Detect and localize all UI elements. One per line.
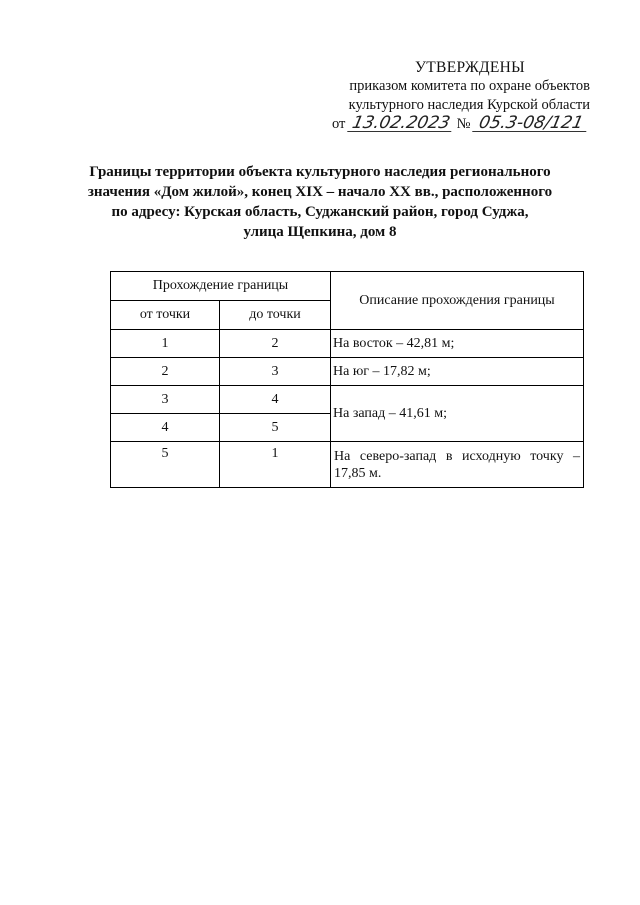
header-from: от точки — [111, 301, 220, 330]
approval-title: УТВЕРЖДЕНЫ — [415, 59, 525, 76]
cell-from: 1 — [111, 330, 220, 358]
boundary-table — [110, 271, 584, 488]
header-group: Прохождение границы — [111, 272, 331, 301]
cell-desc: На восток – 42,81 м; — [331, 330, 584, 358]
table-row — [111, 358, 584, 386]
cell-to: 1 — [220, 442, 331, 488]
cell-to: 3 — [220, 358, 331, 386]
cell-to: 4 — [220, 386, 331, 414]
cell-to: 2 — [220, 330, 331, 358]
heading-line-4: улица Щепкина, дом 8 — [243, 224, 397, 240]
heading-line-1: Границы территории объекта культурного наследия регионального — [89, 164, 551, 180]
approval-block — [300, 58, 600, 134]
document-heading — [60, 162, 580, 242]
table-row — [111, 442, 584, 488]
order-date: 13.02.2023 — [347, 115, 455, 132]
cell-desc: На запад – 41,61 м; — [331, 386, 584, 442]
cell-from: 5 — [111, 442, 220, 488]
heading-line-2: значения «Дом жилой», конец XIX – начало XX вв., расположенного — [87, 184, 553, 200]
cell-desc: На северо-запад в исходную точку – 17,85 м. — [331, 442, 584, 488]
table-row — [111, 386, 584, 414]
number-label: № — [456, 116, 471, 132]
table-row — [111, 330, 584, 358]
heading-line-3: по адресу: Курская область, Суджанский район, город Суджа, — [111, 204, 529, 220]
cell-from: 4 — [111, 414, 220, 442]
header-to: до точки — [220, 301, 331, 330]
cell-desc: На юг – 17,82 м; — [331, 358, 584, 386]
approval-line-2: культурного наследия Курской области — [348, 97, 590, 113]
cell-from: 3 — [111, 386, 220, 414]
cell-from: 2 — [111, 358, 220, 386]
table-header-row — [111, 272, 584, 301]
order-number: 05.3-08/121 — [472, 115, 590, 132]
order-reference — [332, 115, 600, 134]
header-desc: Описание прохождения границы — [331, 272, 584, 330]
cell-to: 5 — [220, 414, 331, 442]
from-label: от — [332, 116, 346, 132]
approval-line-1: приказом комитета по охране объектов — [349, 78, 590, 94]
